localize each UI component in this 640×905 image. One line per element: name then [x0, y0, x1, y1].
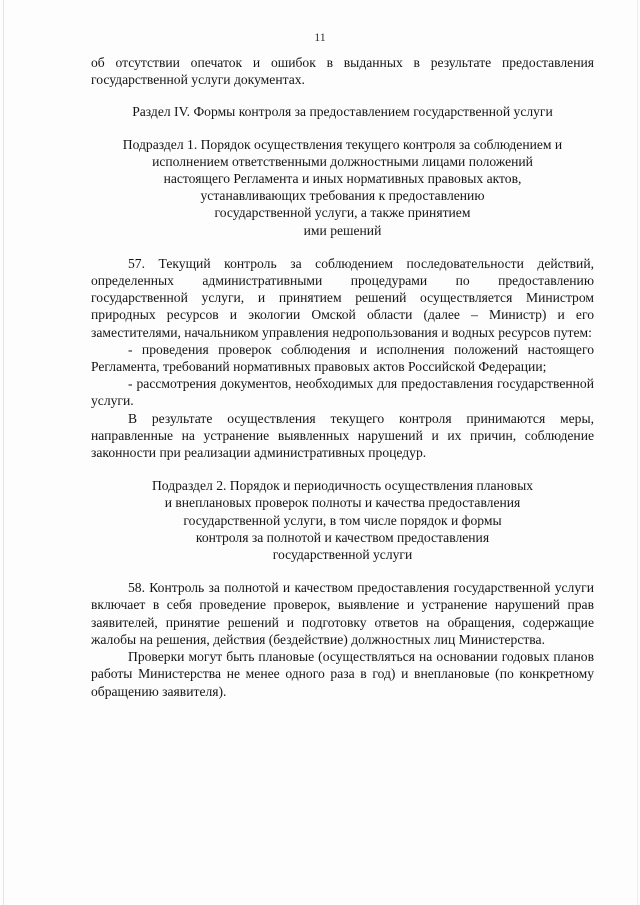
section-title: Раздел IV. Формы контроля за предоставлением государственной услуги	[132, 104, 553, 120]
heading-line: Подраздел 1. Порядок осуществления текущего контроля за соблюдением и	[122, 136, 563, 152]
subsection-2-heading	[91, 477, 594, 563]
heading-line: государственной услуги, в том числе порядок и формы	[183, 512, 502, 528]
page-number: 11	[314, 30, 326, 44]
paragraph-current-control-result: В результате осуществления текущего контроля принимаются меры, направленные на устранение выявленных нарушений и их причин, соблюдение законности при реализации административных процедур.	[91, 410, 594, 461]
paragraph-inspections-types: Проверки могут быть плановые (осуществляться на основании годовых планов работы Министерства не менее одного раза в год) и внеплановые (по конкретному обращению заявителя).	[91, 649, 594, 699]
heading-line: ими решений	[303, 222, 382, 238]
heading-line: исполнением ответственными должностными лицами положений	[152, 153, 533, 169]
spacer	[91, 563, 594, 579]
heading-line: государственной услуги, а также принятием	[214, 205, 471, 221]
heading-line: настоящего Регламента и иных нормативных правовых актов,	[163, 171, 522, 187]
heading-line: устанавливающих требования к предоставлению	[200, 188, 485, 204]
heading-line: Подраздел 2. Порядок и периодичность осуществления плановых	[151, 478, 534, 494]
list-item-inspections: - проведения проверок соблюдения и исполнения положений настоящего Регламента, требований нормативных правовых актов Российской Федерации;	[91, 341, 594, 375]
document-body	[91, 54, 594, 700]
list-item-documents: - рассмотрения документов, необходимых для предоставления государственной услуги.	[91, 376, 594, 409]
heading-line: государственной услуги	[272, 547, 413, 563]
spacer	[91, 461, 594, 477]
heading-line: и внеплановых проверок полноты и качества предоставления	[164, 495, 521, 511]
spacer	[91, 239, 594, 255]
paragraph-58: 58. Контроль за полнотой и качеством предоставления государственной услуги включает в себя проведение проверок, выявление и устранение нарушений прав заявителей, принятие решений и подготовку ответов на обращения, содержащие жалобы на решения, действия (бездействие) должностных лиц Министерства.	[91, 580, 594, 647]
heading-line: контроля за полнотой и качеством предоставления	[195, 529, 490, 545]
scan-edge-left	[3, 0, 4, 905]
scan-edge-right	[637, 0, 638, 905]
spacer	[91, 88, 594, 103]
opening-paragraph: об отсутствии опечаток и ошибок в выданных в результате предоставления государственной услуги документах.	[91, 55, 594, 88]
paragraph-57: 57. Текущий контроль за соблюдением последовательности действий, определенных административными процедурами по предоставлению государственной услуги, и принятием решений осуществляется Министром природных ресурсов и экологии Омской области (далее – Министр) и его заместителями, начальником управления недропользования и водных ресурсов путем:	[91, 255, 594, 340]
spacer	[91, 121, 594, 136]
subsection-1-heading	[91, 136, 594, 239]
